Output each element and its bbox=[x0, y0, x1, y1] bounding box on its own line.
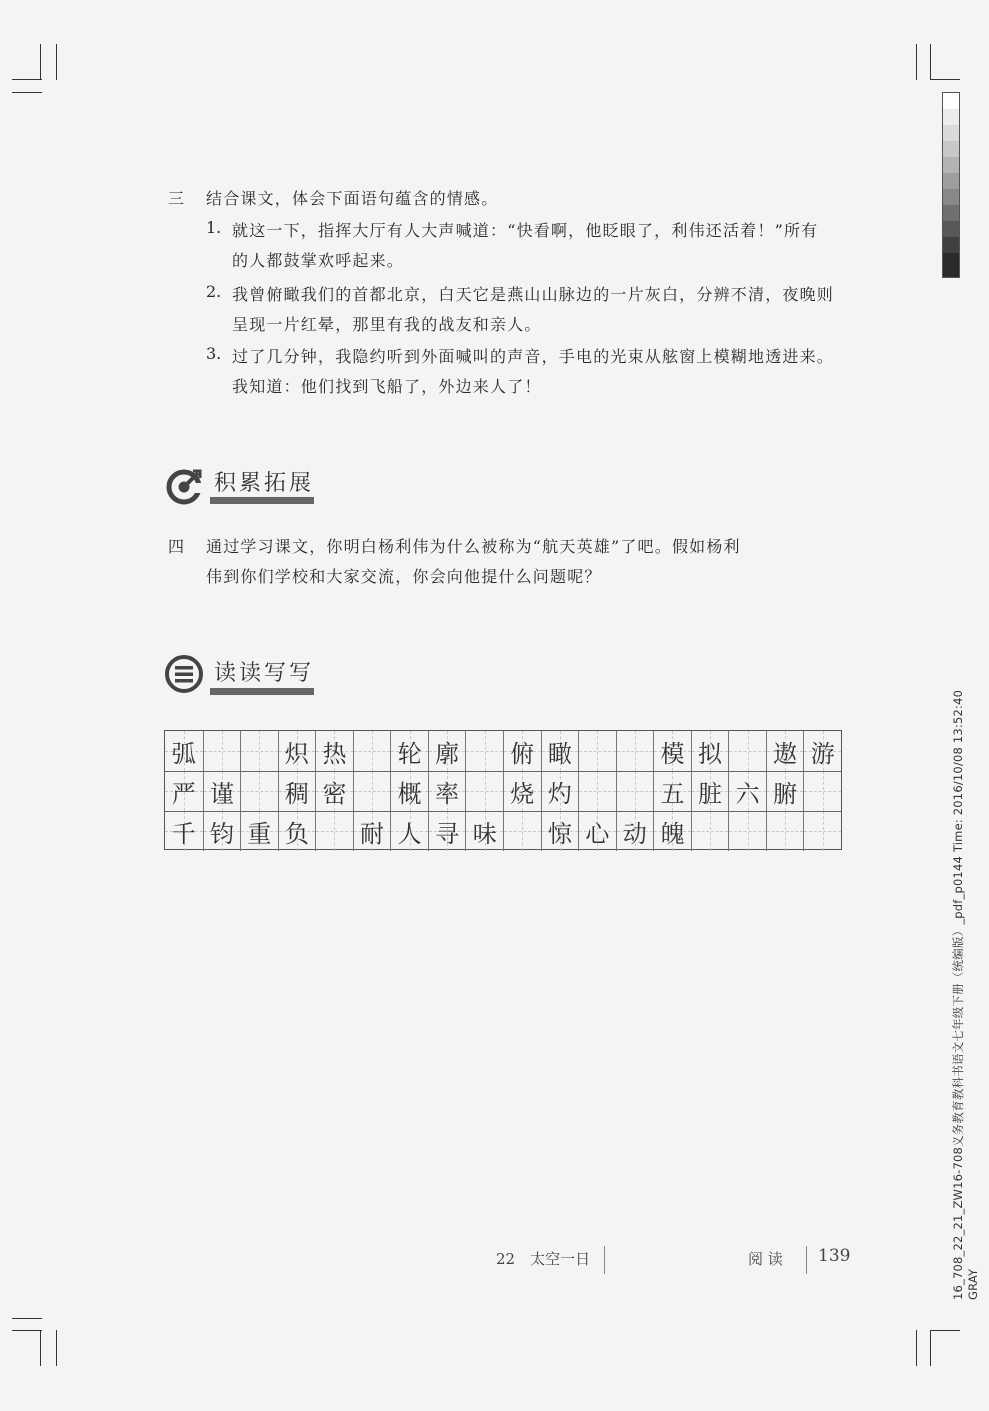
item3-line2: 我知道：他们找到飞船了，外边来人了！ bbox=[232, 377, 542, 396]
grid-cell bbox=[578, 811, 616, 851]
item2-number: 2. bbox=[206, 282, 222, 301]
grid-char: 魄 bbox=[660, 819, 685, 848]
grid-cell bbox=[503, 731, 541, 771]
grid-cell bbox=[728, 771, 766, 811]
item1-line2: 的人都鼓掌欢呼起来。 bbox=[232, 251, 405, 270]
grid-cell bbox=[165, 771, 203, 811]
grid-char: 密 bbox=[322, 779, 347, 808]
grid-cell bbox=[616, 731, 654, 771]
crop-mark bbox=[12, 92, 42, 93]
grid-cell bbox=[578, 771, 616, 811]
crop-mark bbox=[930, 44, 931, 80]
grid-cell bbox=[240, 731, 278, 771]
print-slug bbox=[950, 690, 980, 1300]
grid-char: 惊 bbox=[547, 819, 572, 848]
grid-row bbox=[165, 811, 841, 851]
grid-char: 炽 bbox=[284, 739, 309, 768]
grid-cell bbox=[803, 771, 841, 811]
grid-cell bbox=[165, 811, 203, 851]
grid-cell bbox=[203, 731, 241, 771]
grid-cell bbox=[315, 731, 353, 771]
grid-cell bbox=[315, 771, 353, 811]
grid-cell bbox=[616, 771, 654, 811]
grid-cell bbox=[465, 811, 503, 851]
section3-number: 三 bbox=[168, 189, 185, 208]
grid-cell bbox=[691, 731, 729, 771]
grid-cell bbox=[278, 731, 316, 771]
grid-char: 俯 bbox=[510, 739, 535, 768]
grid-char: 模 bbox=[660, 739, 685, 768]
crop-mark bbox=[56, 1330, 57, 1366]
item3-line1: 过了几分钟，我隐约听到外面喊叫的声音，手电的光束从舷窗上模糊地透进来。 bbox=[232, 347, 835, 366]
grid-cell bbox=[390, 811, 428, 851]
grid-char: 动 bbox=[622, 819, 647, 848]
grid-cell bbox=[203, 771, 241, 811]
section4-number: 四 bbox=[168, 537, 185, 556]
grid-cell bbox=[390, 731, 428, 771]
grid-cell bbox=[728, 731, 766, 771]
grid-cell bbox=[578, 731, 616, 771]
crop-mark bbox=[12, 1330, 42, 1331]
crop-mark bbox=[40, 44, 41, 80]
grid-cell bbox=[428, 811, 466, 851]
read-write-section-bar bbox=[210, 688, 314, 695]
grid-cell bbox=[728, 811, 766, 851]
grid-cell bbox=[691, 811, 729, 851]
grid-char: 脏 bbox=[698, 779, 723, 808]
grid-char: 游 bbox=[810, 739, 835, 768]
target-icon bbox=[164, 466, 204, 506]
grid-char: 谨 bbox=[209, 779, 234, 808]
grid-cell bbox=[503, 771, 541, 811]
grid-cell bbox=[353, 811, 391, 851]
grid-char: 瞰 bbox=[547, 739, 572, 768]
footer-divider bbox=[604, 1246, 605, 1274]
grid-char: 六 bbox=[735, 779, 760, 808]
grid-cell bbox=[766, 771, 804, 811]
section4-line1: 通过学习课文，你明白杨利伟为什么被称为“航天英雄”了吧。假如杨利 bbox=[206, 537, 741, 556]
expand-section-title: 积累拓展 bbox=[214, 471, 315, 496]
item2-line2: 呈现一片红晕，那里有我的战友和亲人。 bbox=[232, 315, 542, 334]
grid-cell bbox=[390, 771, 428, 811]
crop-mark bbox=[12, 79, 42, 80]
crop-mark bbox=[12, 1318, 42, 1319]
grid-cell bbox=[278, 771, 316, 811]
crop-mark bbox=[930, 1330, 960, 1331]
grid-cell bbox=[653, 731, 691, 771]
grid-char: 耐 bbox=[360, 819, 385, 848]
grid-char: 千 bbox=[171, 819, 196, 848]
grid-cell bbox=[353, 731, 391, 771]
grid-char: 钧 bbox=[209, 819, 234, 848]
grid-char: 烧 bbox=[510, 779, 535, 808]
crop-mark bbox=[40, 1330, 41, 1366]
grid-row bbox=[165, 771, 841, 811]
grid-char: 拟 bbox=[698, 739, 723, 768]
grid-cell bbox=[691, 771, 729, 811]
item1-number: 1. bbox=[206, 218, 222, 237]
grid-cell bbox=[428, 771, 466, 811]
grid-cell bbox=[465, 771, 503, 811]
footer-part: 阅 读 bbox=[748, 1250, 783, 1268]
section4-line2: 伟到你们学校和大家交流，你会向他提什么问题呢？ bbox=[206, 567, 602, 586]
grid-cell bbox=[165, 731, 203, 771]
footer-divider bbox=[806, 1246, 807, 1274]
read-write-section-title: 读读写写 bbox=[214, 661, 315, 686]
grid-char: 腑 bbox=[773, 779, 798, 808]
grid-char: 遨 bbox=[773, 739, 798, 768]
grid-cell bbox=[653, 771, 691, 811]
grid-cell bbox=[240, 811, 278, 851]
grid-char: 心 bbox=[585, 819, 610, 848]
grid-char: 五 bbox=[660, 779, 685, 808]
grid-cell bbox=[278, 811, 316, 851]
section3-title: 结合课文，体会下面语句蕴含的情感。 bbox=[206, 189, 499, 208]
grid-row-separator bbox=[165, 771, 841, 772]
grid-char: 人 bbox=[397, 819, 422, 848]
grid-row-separator bbox=[165, 811, 841, 812]
grid-cell bbox=[766, 811, 804, 851]
grid-char: 重 bbox=[247, 819, 272, 848]
grid-char: 率 bbox=[435, 779, 460, 808]
grid-cell bbox=[203, 811, 241, 851]
grid-char: 严 bbox=[171, 779, 196, 808]
list-icon bbox=[164, 654, 204, 694]
grid-char: 热 bbox=[322, 739, 347, 768]
grid-cell bbox=[465, 731, 503, 771]
expand-section-bar bbox=[210, 497, 314, 504]
print-slug-gray: GRAY bbox=[966, 1268, 980, 1300]
grid-cell bbox=[766, 731, 804, 771]
grid-char: 概 bbox=[397, 779, 422, 808]
crop-mark bbox=[56, 44, 57, 80]
item2-line1: 我曾俯瞰我们的首都北京，白天它是燕山山脉边的一片灰白，分辨不清，夜晚则 bbox=[232, 285, 835, 304]
grid-char: 味 bbox=[472, 819, 497, 848]
crop-mark bbox=[930, 79, 960, 80]
grid-cell bbox=[803, 811, 841, 851]
grid-char: 廓 bbox=[435, 739, 460, 768]
grid-cell bbox=[315, 811, 353, 851]
grid-cell bbox=[541, 811, 579, 851]
grid-char: 灼 bbox=[547, 779, 572, 808]
item3-number: 3. bbox=[206, 344, 222, 363]
grid-cell bbox=[428, 731, 466, 771]
grid-cell bbox=[653, 811, 691, 851]
grid-char: 稠 bbox=[284, 779, 309, 808]
page-number: 139 bbox=[818, 1246, 851, 1266]
grid-cell bbox=[541, 731, 579, 771]
grid-cell bbox=[353, 771, 391, 811]
character-grid bbox=[164, 730, 842, 850]
grid-cell bbox=[803, 731, 841, 771]
footer-lesson: 22 太空一日 bbox=[496, 1250, 591, 1268]
crop-mark bbox=[916, 44, 917, 80]
print-slug-text: 16_708_22_21_ZW16-708义务教育教科书语文七年级下册（统编版）_pdf_p0144 Time: 2016/10/08 13:52:40 bbox=[951, 689, 965, 1300]
grid-char: 负 bbox=[284, 819, 309, 848]
crop-mark bbox=[916, 1330, 917, 1366]
grid-row bbox=[165, 731, 841, 771]
grid-cell bbox=[240, 771, 278, 811]
item1-line1: 就这一下，指挥大厅有人大声喊道：“快看啊，他眨眼了，利伟还活着！”所有 bbox=[232, 221, 819, 240]
grid-char: 弧 bbox=[171, 739, 196, 768]
crop-mark bbox=[930, 1330, 931, 1366]
grid-cell bbox=[503, 811, 541, 851]
grid-cell bbox=[616, 811, 654, 851]
grid-char: 寻 bbox=[435, 819, 460, 848]
grid-cell bbox=[541, 771, 579, 811]
grayscale-strip bbox=[942, 92, 960, 278]
grid-char: 轮 bbox=[397, 739, 422, 768]
